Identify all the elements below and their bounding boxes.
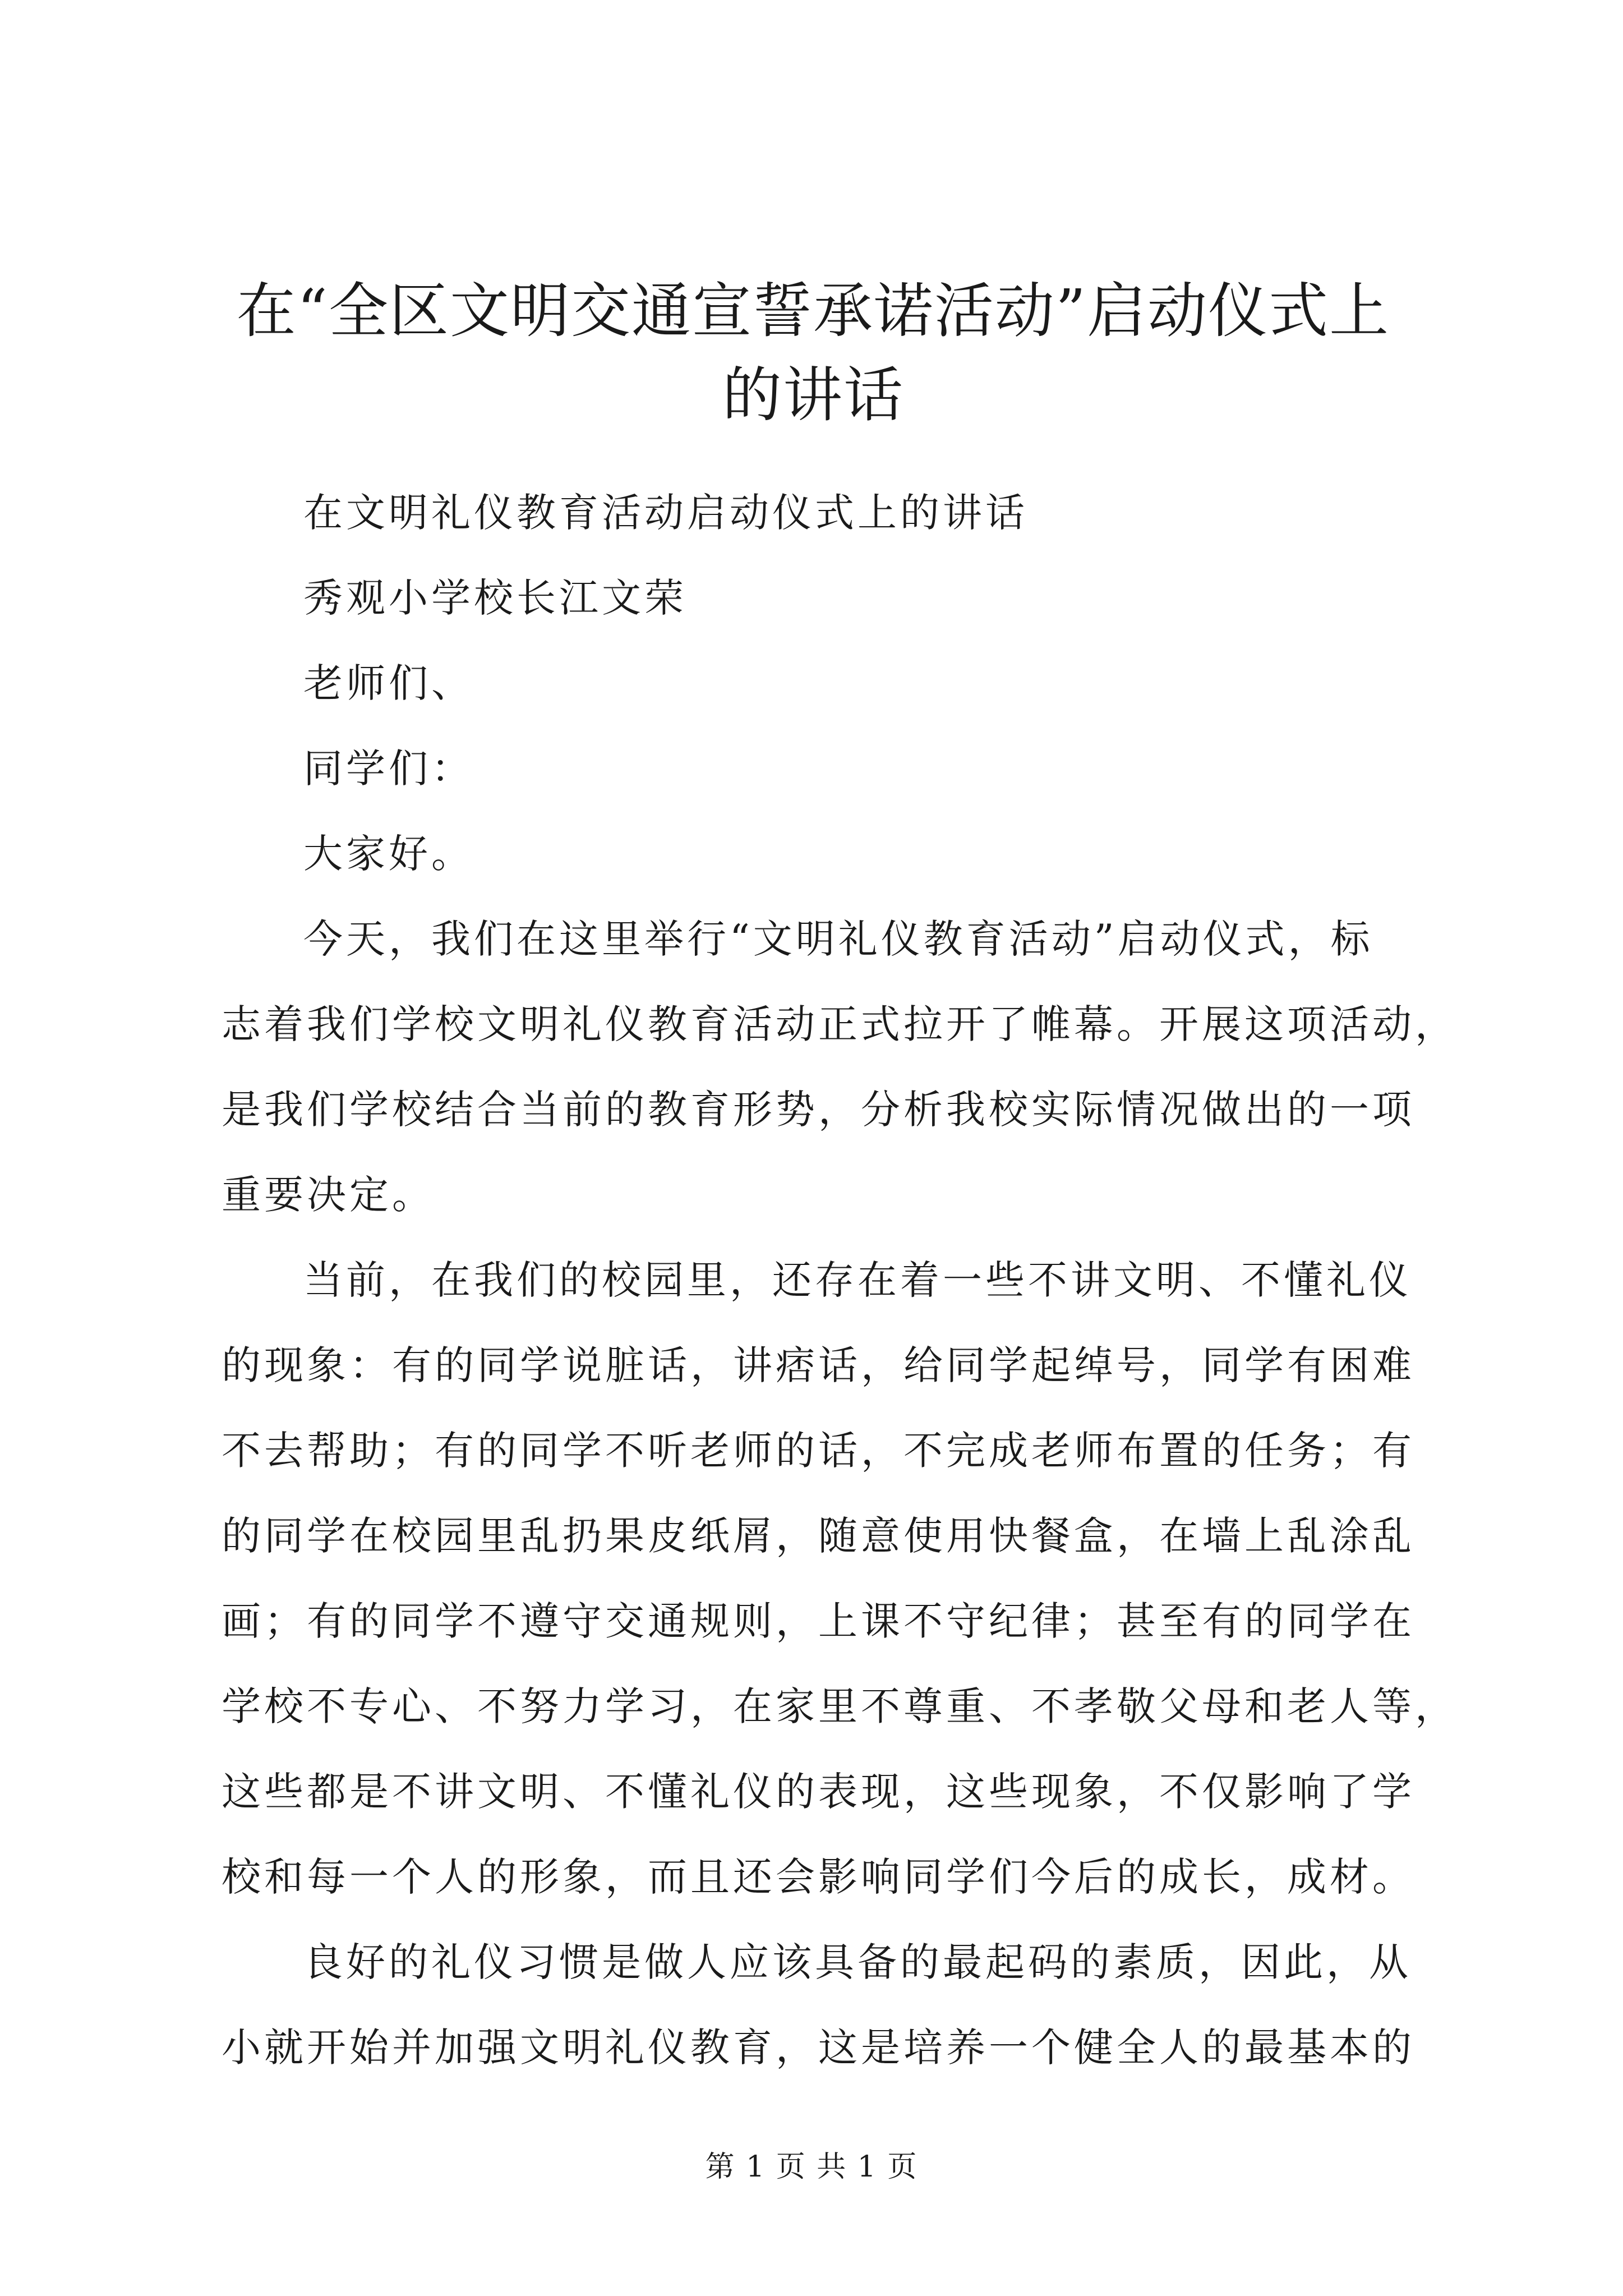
text-line: 的同学在校园里乱扔果皮纸屑，随意使用快餐盒，在墙上乱涂乱 — [222, 1513, 1415, 1559]
title-line-2: 的讲话 — [722, 361, 904, 430]
text-line: 今天，我们在这里举行“文明礼仪教育活动”启动仪式，标 — [303, 916, 1373, 962]
text-line: 当前，在我们的校园里，还存在着一些不讲文明、不懂礼仪 — [303, 1257, 1412, 1303]
text-line: 老师们、 — [303, 660, 474, 706]
text-line: 是我们学校结合当前的教育形势，分析我校实际情况做出的一项 — [222, 1087, 1415, 1133]
text-line: 大家好。 — [303, 831, 474, 877]
title-line-1: 在“全区文明交通宣誓承诺活动”启动仪式上 — [236, 277, 1390, 346]
text-line: 这些都是不讲文明、不懂礼仪的表现，这些现象，不仅影响了学 — [222, 1769, 1415, 1815]
text-line: 不去帮助；有的同学不听老师的话，不完成老师布置的任务；有 — [222, 1428, 1415, 1474]
text-line: 的现象：有的同学说脏话，讲痞话，给同学起绰号，同学有困难 — [222, 1342, 1415, 1388]
text-line: 秀观小学校长江文荣 — [303, 575, 687, 621]
page-footer: 第 1 页 共 1 页 — [705, 2150, 918, 2184]
text-line: 小就开始并加强文明礼仪教育，这是培养一个健全人的最基本的 — [222, 2024, 1415, 2070]
text-line: 校和每一个人的形象，而且还会影响同学们今后的成长，成材。 — [222, 1854, 1415, 1900]
text-line: 良好的礼仪习惯是做人应该具备的最起码的素质，因此，从 — [303, 1939, 1412, 1985]
text-line: 重要决定。 — [222, 1172, 435, 1218]
text-line: 画；有的同学不遵守交通规则，上课不守纪律；甚至有的同学在 — [222, 1598, 1415, 1644]
text-line: 志着我们学校文明礼仪教育活动正式拉开了帷幕。开展这项活动， — [222, 1001, 1458, 1047]
text-line: 在文明礼仪教育活动启动仪式上的讲话 — [303, 490, 1028, 536]
text-line: 学校不专心、不努力学习，在家里不尊重、不孝敬父母和老人等， — [222, 1683, 1458, 1729]
document-body — [222, 470, 1458, 2090]
document-title — [213, 269, 1413, 438]
text-line: 同学们： — [303, 746, 474, 792]
